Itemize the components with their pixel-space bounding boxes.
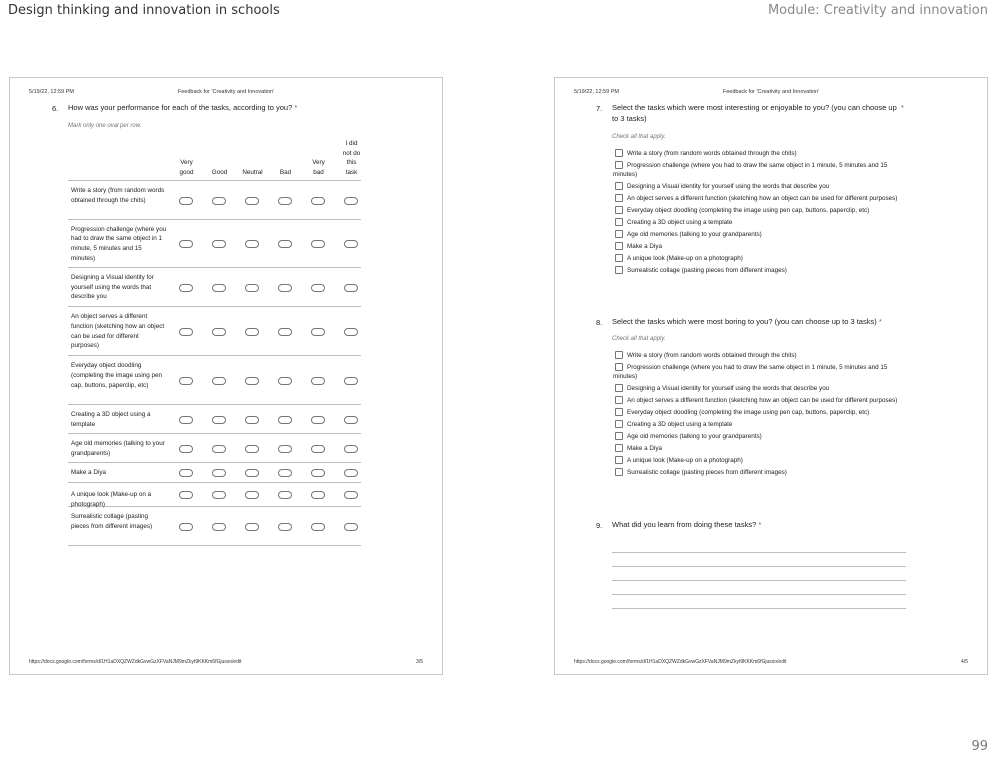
checkbox-label: An object serves a different function (sketching how an object can be used for different purposes) bbox=[627, 195, 898, 203]
row-label: Write a story (from random words obtained through the chits) bbox=[71, 186, 165, 204]
grid-row bbox=[68, 307, 361, 356]
page-number: 99 bbox=[971, 739, 988, 754]
radio-oval[interactable] bbox=[212, 197, 226, 205]
checkbox-label: A unique look (Make-up on a photograph) bbox=[627, 254, 743, 262]
grid-header bbox=[68, 138, 361, 181]
row-label: Designing a Visual identity for yourself using the words that describe you bbox=[71, 273, 154, 301]
checkbox-option[interactable] bbox=[613, 432, 913, 442]
rating-grid bbox=[68, 138, 361, 546]
answer-line[interactable] bbox=[612, 594, 906, 595]
column-header: Neutral bbox=[242, 168, 263, 176]
radio-oval[interactable] bbox=[179, 240, 193, 248]
row-label: Surrealistic collage (pasting pieces from different images) bbox=[71, 512, 153, 530]
checkbox-label: Age old memories (talking to your grandparents) bbox=[627, 432, 762, 440]
checkbox[interactable] bbox=[615, 218, 623, 226]
grid-row bbox=[68, 434, 361, 463]
radio-oval[interactable] bbox=[344, 197, 358, 205]
grid-row bbox=[68, 220, 361, 268]
checkbox-option[interactable] bbox=[613, 254, 913, 264]
checkbox[interactable] bbox=[615, 456, 623, 464]
grid-row bbox=[68, 463, 361, 483]
row-label: Creating a 3D object using a template bbox=[71, 410, 151, 428]
row-label: Make a Diya bbox=[71, 469, 106, 477]
checkbox-label: Everyday object doodling (completing the image using pen cap, buttons, paperclip, etc) bbox=[627, 207, 870, 215]
checkbox-option[interactable] bbox=[613, 444, 913, 454]
radio-oval[interactable] bbox=[278, 445, 292, 453]
form-page-right bbox=[554, 77, 988, 675]
radio-oval[interactable] bbox=[344, 523, 358, 531]
radio-oval[interactable] bbox=[311, 469, 325, 477]
checkbox[interactable] bbox=[615, 408, 623, 416]
print-url: https://docs.google.com/forms/d/1H1aDXQZWZdkGvwGzXFVaNJM9mZkyt9KKKm6fGjusxo/edit bbox=[574, 659, 787, 665]
row-label: Progression challenge (where you had to draw the same object in 1 minute, 5 minutes and 15 minutes) bbox=[71, 225, 167, 262]
radio-oval[interactable] bbox=[311, 491, 325, 499]
answer-line[interactable] bbox=[612, 580, 906, 581]
print-date: 5/19/22, 12:59 PM bbox=[574, 89, 619, 95]
checkbox-label: Surrealistic collage (pasting pieces from different images) bbox=[627, 266, 787, 274]
checkbox-option[interactable] bbox=[613, 396, 913, 406]
radio-oval[interactable] bbox=[278, 469, 292, 477]
grid-row bbox=[68, 507, 361, 546]
question-hint: Mark only one oval per row. bbox=[68, 123, 142, 129]
checkbox[interactable] bbox=[615, 351, 623, 359]
checkbox-label: Make a Diya bbox=[627, 444, 662, 452]
radio-oval[interactable] bbox=[179, 491, 193, 499]
radio-oval[interactable] bbox=[344, 416, 358, 424]
radio-oval[interactable] bbox=[245, 523, 259, 531]
row-label: Everyday object doodling (completing the image using pen cap, buttons, paperclip, etc) bbox=[71, 362, 163, 389]
question-text: Select the tasks which were most boring to you? (you can choose up to 3 tasks) * bbox=[612, 317, 882, 326]
checkbox-label: Everyday object doodling (completing the image using pen cap, buttons, paperclip, etc) bbox=[627, 409, 870, 417]
row-label: A unique look (Make-up on a photograph) bbox=[71, 491, 152, 508]
checkbox-option[interactable] bbox=[613, 420, 913, 430]
question-text: Select the tasks which were most interesting or enjoyable to you? (you can choose up to 3 tasks) bbox=[612, 103, 897, 123]
radio-oval[interactable] bbox=[179, 284, 193, 292]
checkbox-option[interactable] bbox=[613, 230, 913, 240]
checkbox[interactable] bbox=[615, 230, 623, 238]
radio-oval[interactable] bbox=[311, 416, 325, 424]
radio-oval[interactable] bbox=[179, 445, 193, 453]
checkbox[interactable] bbox=[615, 182, 623, 190]
radio-oval[interactable] bbox=[212, 469, 226, 477]
grid-row bbox=[68, 181, 361, 220]
checkbox-list bbox=[613, 149, 913, 278]
radio-oval[interactable] bbox=[278, 416, 292, 424]
checkbox-label: Write a story (from random words obtained through the chits) bbox=[627, 150, 797, 157]
checkbox-option[interactable] bbox=[613, 206, 913, 216]
checkbox[interactable] bbox=[615, 432, 623, 440]
radio-oval[interactable] bbox=[278, 240, 292, 248]
radio-oval[interactable] bbox=[212, 284, 226, 292]
question-text: How was your performance for each of the tasks, according to you? * bbox=[68, 103, 298, 112]
radio-oval[interactable] bbox=[245, 197, 259, 205]
row-label: Age old memories (talking to your grandparents) bbox=[71, 439, 165, 457]
checkbox[interactable] bbox=[615, 396, 623, 404]
radio-oval[interactable] bbox=[344, 469, 358, 477]
checkbox-label: Age old memories (talking to your grandparents) bbox=[627, 230, 762, 238]
checkbox-label: Creating a 3D object using a template bbox=[627, 421, 733, 429]
checkbox[interactable] bbox=[615, 363, 623, 371]
question-number: 9. bbox=[596, 521, 603, 530]
checkbox[interactable] bbox=[615, 206, 623, 214]
radio-oval[interactable] bbox=[278, 491, 292, 499]
checkbox-label: Designing a Visual identity for yourself using the words that describe you bbox=[627, 385, 830, 393]
column-header: Bad bbox=[279, 168, 292, 176]
form-page-left bbox=[9, 77, 443, 675]
required-asterisk: * bbox=[758, 520, 762, 529]
question-number: 6. bbox=[52, 104, 59, 113]
checkbox[interactable] bbox=[615, 444, 623, 452]
checkbox[interactable] bbox=[615, 384, 623, 392]
print-title: Feedback for 'Creativity and Innovation' bbox=[177, 89, 275, 95]
checkbox-option[interactable] bbox=[613, 218, 913, 228]
radio-oval[interactable] bbox=[245, 240, 259, 248]
module-title: Module: Creativity and innovation bbox=[767, 3, 988, 18]
checkbox[interactable] bbox=[615, 161, 623, 169]
print-page-number: 4/5 bbox=[961, 659, 968, 665]
radio-oval[interactable] bbox=[344, 328, 358, 336]
checkbox-label: Progression challenge (where you had to draw the same object in 1 minute, 5 minutes and 15 minutes) bbox=[613, 363, 888, 381]
grid-row bbox=[68, 405, 361, 434]
radio-oval[interactable] bbox=[311, 284, 325, 292]
question-number: 8. bbox=[596, 318, 603, 327]
checkbox[interactable] bbox=[615, 254, 623, 262]
radio-oval[interactable] bbox=[179, 523, 193, 531]
column-header: Good bbox=[211, 168, 228, 176]
radio-oval[interactable] bbox=[212, 491, 226, 499]
radio-oval[interactable] bbox=[278, 328, 292, 336]
radio-oval[interactable] bbox=[278, 523, 292, 531]
print-date: 5/19/22, 12:59 PM bbox=[29, 89, 74, 95]
column-header: Very bad bbox=[312, 159, 325, 176]
checkbox-label: Make a Diya bbox=[627, 242, 662, 250]
radio-oval[interactable] bbox=[344, 491, 358, 499]
radio-oval[interactable] bbox=[311, 445, 325, 453]
checkbox-option[interactable] bbox=[613, 468, 913, 478]
grid-row bbox=[68, 483, 361, 507]
grid-row bbox=[68, 268, 361, 307]
radio-oval[interactable] bbox=[212, 445, 226, 453]
checkbox-option[interactable] bbox=[613, 149, 913, 159]
checkbox-label: An object serves a different function (sketching how an object can be used for different purposes) bbox=[627, 397, 898, 405]
radio-oval[interactable] bbox=[245, 491, 259, 499]
radio-oval[interactable] bbox=[344, 240, 358, 248]
checkbox-label: Progression challenge (where you had to draw the same object in 1 minute, 5 minutes and 15 minutes) bbox=[613, 161, 888, 179]
checkbox-option[interactable] bbox=[613, 242, 913, 252]
checkbox[interactable] bbox=[615, 266, 623, 274]
radio-oval[interactable] bbox=[212, 377, 226, 385]
radio-oval[interactable] bbox=[179, 469, 193, 477]
checkbox[interactable] bbox=[615, 420, 623, 428]
radio-oval[interactable] bbox=[311, 328, 325, 336]
radio-oval[interactable] bbox=[212, 416, 226, 424]
required-asterisk: * bbox=[878, 317, 882, 326]
radio-oval[interactable] bbox=[311, 377, 325, 385]
radio-oval[interactable] bbox=[344, 445, 358, 453]
checkbox[interactable] bbox=[615, 468, 623, 476]
radio-oval[interactable] bbox=[245, 377, 259, 385]
question-number: 7. bbox=[596, 104, 603, 113]
radio-oval[interactable] bbox=[311, 197, 325, 205]
radio-oval[interactable] bbox=[311, 240, 325, 248]
checkbox-option[interactable] bbox=[613, 363, 913, 382]
radio-oval[interactable] bbox=[212, 240, 226, 248]
radio-oval[interactable] bbox=[179, 197, 193, 205]
checkbox-option[interactable] bbox=[613, 194, 913, 204]
question-hint: Check all that apply. bbox=[612, 134, 666, 140]
radio-oval[interactable] bbox=[179, 377, 193, 385]
radio-oval[interactable] bbox=[278, 197, 292, 205]
answer-line[interactable] bbox=[612, 566, 906, 567]
radio-oval[interactable] bbox=[179, 416, 193, 424]
question-hint: Check all that apply. bbox=[612, 336, 666, 342]
radio-oval[interactable] bbox=[245, 284, 259, 292]
question-text: What did you learn from doing these tasks? * bbox=[612, 520, 762, 529]
answer-line[interactable] bbox=[612, 608, 906, 609]
radio-oval[interactable] bbox=[212, 523, 226, 531]
required-asterisk: * bbox=[294, 103, 298, 112]
radio-oval[interactable] bbox=[311, 523, 325, 531]
column-header: I did not do this task bbox=[342, 140, 361, 176]
checkbox[interactable] bbox=[615, 149, 623, 157]
checkbox-option[interactable] bbox=[613, 161, 913, 180]
radio-oval[interactable] bbox=[245, 416, 259, 424]
radio-oval[interactable] bbox=[278, 377, 292, 385]
checkbox-option[interactable] bbox=[613, 384, 913, 394]
grid-row bbox=[68, 356, 361, 405]
checkbox-label: Creating a 3D object using a template bbox=[627, 219, 733, 227]
checkbox-list bbox=[613, 351, 913, 480]
radio-oval[interactable] bbox=[245, 469, 259, 477]
checkbox-option[interactable] bbox=[613, 408, 913, 418]
checkbox[interactable] bbox=[615, 242, 623, 250]
print-url: https://docs.google.com/forms/d/1H1aDXQZWZdkGvwGzXFVaNJM9mZkyt9KKKm6fGjusxo/edit bbox=[29, 659, 242, 665]
checkbox-option[interactable] bbox=[613, 456, 913, 466]
checkbox-option[interactable] bbox=[613, 182, 913, 192]
checkbox-option[interactable] bbox=[613, 266, 913, 276]
radio-oval[interactable] bbox=[344, 377, 358, 385]
checkbox-option[interactable] bbox=[613, 351, 913, 361]
checkbox-label: Designing a Visual identity for yourself using the words that describe you bbox=[627, 183, 830, 191]
print-page-number: 3/5 bbox=[416, 659, 423, 665]
radio-oval[interactable] bbox=[179, 328, 193, 336]
answer-line[interactable] bbox=[612, 552, 906, 553]
required-asterisk: * bbox=[901, 103, 904, 112]
print-title: Feedback for 'Creativity and Innovation' bbox=[722, 89, 820, 95]
checkbox[interactable] bbox=[615, 194, 623, 202]
checkbox-label: A unique look (Make-up on a photograph) bbox=[627, 456, 743, 464]
checkbox-label: Surrealistic collage (pasting pieces from different images) bbox=[627, 468, 787, 476]
checkbox-label: Write a story (from random words obtained through the chits) bbox=[627, 352, 797, 359]
book-title: Design thinking and innovation in schools bbox=[8, 3, 280, 18]
radio-oval[interactable] bbox=[344, 284, 358, 292]
radio-oval[interactable] bbox=[278, 284, 292, 292]
row-label: An object serves a different function (sketching how an object can be used for different purposes) bbox=[71, 313, 165, 350]
radio-oval[interactable] bbox=[212, 328, 226, 336]
radio-oval[interactable] bbox=[245, 328, 259, 336]
radio-oval[interactable] bbox=[245, 445, 259, 453]
column-header: Very good bbox=[179, 159, 194, 176]
